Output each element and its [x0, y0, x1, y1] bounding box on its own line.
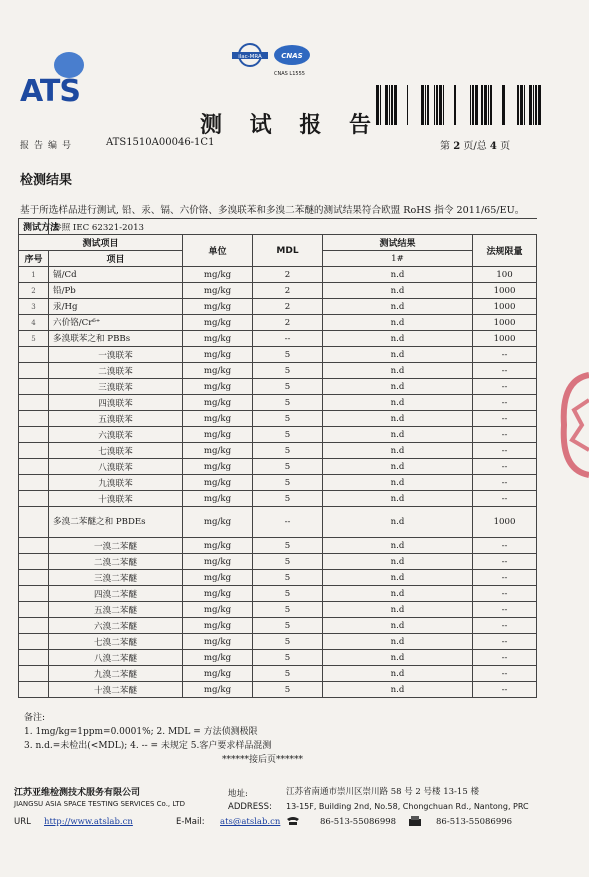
notes: [24, 711, 271, 753]
item-cell: 三溴二苯醚: [49, 570, 183, 586]
seq-cell: [19, 475, 49, 491]
result-cell: n.d: [323, 411, 473, 427]
unit-cell: mg/kg: [183, 443, 253, 459]
table-row: [19, 491, 537, 507]
mdl-cell: 5: [253, 538, 323, 554]
seq-cell: [19, 507, 49, 538]
method-value: 参照 IEC 62321-2013: [49, 219, 537, 235]
item-cell: 十溴二苯醚: [49, 682, 183, 698]
table-row: [19, 570, 537, 586]
table-row: [19, 586, 537, 602]
header-seq: 序号: [19, 251, 49, 267]
notes-line-1: 1. 1mg/kg=1ppm=0.0001%; 2. MDL = 方法侦测极限: [24, 727, 258, 737]
header-item: 项目: [49, 251, 183, 267]
table-row: [19, 554, 537, 570]
notes-label: 备注:: [24, 713, 46, 723]
result-cell: n.d: [323, 602, 473, 618]
limit-cell: --: [473, 427, 537, 443]
table-row: [19, 395, 537, 411]
result-cell: n.d: [323, 507, 473, 538]
limit-cell: --: [473, 491, 537, 507]
limit-cell: --: [473, 443, 537, 459]
limit-cell: --: [473, 411, 537, 427]
table-row: [19, 379, 537, 395]
mdl-cell: 5: [253, 650, 323, 666]
page-current: 2: [453, 141, 461, 152]
seq-cell: [19, 411, 49, 427]
address-cn: 江苏省南通市崇川区崇川路 58 号 2 号楼 13-15 楼: [286, 787, 479, 797]
item-cell: 六溴二苯醚: [49, 618, 183, 634]
seq-cell: [19, 634, 49, 650]
table-row: [19, 347, 537, 363]
result-cell: n.d: [323, 459, 473, 475]
notes-line-2: 3. n.d.=未检出(<MDL); 4. -- = 未规定 5.客户要求样品混测: [24, 741, 272, 751]
result-cell: n.d: [323, 666, 473, 682]
result-cell: n.d: [323, 283, 473, 299]
limit-cell: --: [473, 538, 537, 554]
seq-cell: [19, 491, 49, 507]
item-cell: 多溴二苯醚之和 PBDEs: [49, 507, 183, 538]
seq-cell: [19, 570, 49, 586]
website-link[interactable]: http://www.atslab.cn: [44, 817, 133, 827]
result-cell: n.d: [323, 299, 473, 315]
limit-cell: --: [473, 363, 537, 379]
barcode-icon: [376, 85, 548, 125]
result-cell: n.d: [323, 682, 473, 698]
unit-cell: mg/kg: [183, 650, 253, 666]
result-cell: n.d: [323, 363, 473, 379]
unit-cell: mg/kg: [183, 682, 253, 698]
limit-cell: --: [473, 395, 537, 411]
table-row: [19, 427, 537, 443]
table-row: [19, 682, 537, 698]
mdl-cell: 5: [253, 427, 323, 443]
table-row: [19, 267, 537, 283]
table-row: [19, 538, 537, 554]
seq-cell: 2: [19, 283, 49, 299]
page-title: 测 试 报 告: [200, 112, 381, 138]
item-cell: 一溴联苯: [49, 347, 183, 363]
limit-cell: --: [473, 666, 537, 682]
mdl-cell: 5: [253, 459, 323, 475]
result-cell: n.d: [323, 347, 473, 363]
limit-cell: 1000: [473, 299, 537, 315]
page-suffix: 页: [500, 141, 511, 152]
result-cell: n.d: [323, 570, 473, 586]
item-cell: 铅/Pb: [49, 283, 183, 299]
header-unit: 单位: [183, 235, 253, 267]
header-mdl: MDL: [253, 235, 323, 267]
mdl-cell: 5: [253, 475, 323, 491]
mdl-cell: 2: [253, 283, 323, 299]
unit-cell: mg/kg: [183, 538, 253, 554]
telephone: 86-513-55086998: [320, 817, 397, 827]
item-cell: 七溴二苯醚: [49, 634, 183, 650]
fax: 86-513-55086996: [436, 817, 513, 827]
mdl-cell: 5: [253, 602, 323, 618]
unit-cell: mg/kg: [183, 411, 253, 427]
seq-cell: 1: [19, 267, 49, 283]
mdl-cell: 5: [253, 347, 323, 363]
page-mid: 页/总: [463, 141, 487, 152]
cnas-number: CNAS L1555: [274, 71, 305, 77]
result-cell: n.d: [323, 491, 473, 507]
table-row: [19, 475, 537, 491]
table-row: [19, 666, 537, 682]
mdl-cell: 2: [253, 299, 323, 315]
table-row: [19, 315, 537, 331]
cert-right-text: CNAS: [281, 52, 303, 60]
unit-cell: mg/kg: [183, 459, 253, 475]
seq-cell: [19, 427, 49, 443]
mdl-cell: 2: [253, 315, 323, 331]
result-cell: n.d: [323, 538, 473, 554]
mdl-cell: 5: [253, 395, 323, 411]
item-cell: 汞/Hg: [49, 299, 183, 315]
table-row: [19, 507, 537, 538]
email-label: E-Mail:: [176, 817, 205, 827]
unit-cell: mg/kg: [183, 267, 253, 283]
logo-text: ATS: [20, 74, 80, 109]
method-label: 测试方法: [19, 219, 49, 235]
limit-cell: --: [473, 618, 537, 634]
item-cell: 九溴联苯: [49, 475, 183, 491]
unit-cell: mg/kg: [183, 666, 253, 682]
page-total: 4: [489, 141, 497, 152]
item-cell: 六价铬/Cr⁶⁺: [49, 315, 183, 331]
limit-cell: --: [473, 602, 537, 618]
mdl-cell: 5: [253, 379, 323, 395]
unit-cell: mg/kg: [183, 507, 253, 538]
limit-cell: --: [473, 459, 537, 475]
limit-cell: --: [473, 586, 537, 602]
section-title: 检测结果: [20, 173, 73, 188]
seq-cell: 5: [19, 331, 49, 347]
company-name-en: JIANGSU ASIA SPACE TESTING SERVICES Co., LTD: [14, 800, 185, 808]
unit-cell: mg/kg: [183, 475, 253, 491]
limit-cell: 100: [473, 267, 537, 283]
cnas-icon: [272, 43, 312, 69]
result-cell: n.d: [323, 475, 473, 491]
unit-cell: mg/kg: [183, 315, 253, 331]
ats-logo: [20, 52, 116, 112]
header-limit: 法规限量: [473, 235, 537, 267]
seq-cell: [19, 395, 49, 411]
mdl-cell: 5: [253, 570, 323, 586]
mdl-cell: 5: [253, 491, 323, 507]
limit-cell: 1000: [473, 283, 537, 299]
result-cell: n.d: [323, 443, 473, 459]
item-cell: 六溴联苯: [49, 427, 183, 443]
limit-cell: 1000: [473, 315, 537, 331]
seq-cell: [19, 363, 49, 379]
mdl-cell: 2: [253, 267, 323, 283]
seq-cell: [19, 602, 49, 618]
item-cell: 三溴联苯: [49, 379, 183, 395]
result-cell: n.d: [323, 331, 473, 347]
mdl-cell: 5: [253, 411, 323, 427]
header-row-1: [19, 235, 537, 251]
seq-cell: [19, 538, 49, 554]
company-name-cn: 江苏亚维检测技术服务有限公司: [14, 788, 141, 798]
result-cell: n.d: [323, 427, 473, 443]
mdl-cell: 5: [253, 682, 323, 698]
phone-icon: [286, 816, 300, 826]
limit-cell: --: [473, 634, 537, 650]
unit-cell: mg/kg: [183, 379, 253, 395]
seq-cell: [19, 618, 49, 634]
item-cell: 八溴联苯: [49, 459, 183, 475]
unit-cell: mg/kg: [183, 283, 253, 299]
mdl-cell: 5: [253, 634, 323, 650]
header-sample: 1#: [323, 251, 473, 267]
seq-cell: [19, 650, 49, 666]
item-cell: 五溴二苯醚: [49, 602, 183, 618]
seq-cell: [19, 379, 49, 395]
cert-left-text: ilac-MRA: [238, 54, 262, 60]
item-cell: 二溴联苯: [49, 363, 183, 379]
table-row: [19, 299, 537, 315]
unit-cell: mg/kg: [183, 570, 253, 586]
seq-cell: [19, 347, 49, 363]
item-cell: 四溴二苯醚: [49, 586, 183, 602]
ilac-mra-icon: [230, 43, 270, 69]
results-table: [18, 218, 537, 698]
mdl-cell: 5: [253, 443, 323, 459]
red-stamp-icon: [556, 370, 589, 480]
limit-cell: 1000: [473, 331, 537, 347]
page-info: [440, 137, 510, 152]
unit-cell: mg/kg: [183, 491, 253, 507]
address-label-en: ADDRESS:: [228, 802, 272, 812]
unit-cell: mg/kg: [183, 331, 253, 347]
mdl-cell: 5: [253, 666, 323, 682]
unit-cell: mg/kg: [183, 299, 253, 315]
result-cell: n.d: [323, 634, 473, 650]
seq-cell: [19, 666, 49, 682]
limit-cell: --: [473, 347, 537, 363]
item-cell: 八溴二苯醚: [49, 650, 183, 666]
fax-icon: [408, 816, 422, 826]
limit-cell: --: [473, 570, 537, 586]
result-cell: n.d: [323, 586, 473, 602]
mdl-cell: 5: [253, 554, 323, 570]
item-cell: 一溴二苯醚: [49, 538, 183, 554]
mdl-cell: 5: [253, 363, 323, 379]
seq-cell: [19, 443, 49, 459]
seq-cell: 4: [19, 315, 49, 331]
unit-cell: mg/kg: [183, 363, 253, 379]
unit-cell: mg/kg: [183, 427, 253, 443]
item-cell: 五溴联苯: [49, 411, 183, 427]
mdl-cell: 5: [253, 618, 323, 634]
table-row: [19, 331, 537, 347]
table-row: [19, 443, 537, 459]
item-cell: 镉/Cd: [49, 267, 183, 283]
unit-cell: mg/kg: [183, 602, 253, 618]
certification-marks: [230, 43, 314, 85]
report-number-label: 报告编号: [20, 141, 77, 151]
item-cell: 七溴联苯: [49, 443, 183, 459]
unit-cell: mg/kg: [183, 347, 253, 363]
limit-cell: --: [473, 475, 537, 491]
result-cell: n.d: [323, 650, 473, 666]
unit-cell: mg/kg: [183, 395, 253, 411]
email-link[interactable]: ats@atslab.cn: [220, 817, 281, 827]
limit-cell: 1000: [473, 507, 537, 538]
table-row: [19, 602, 537, 618]
result-cell: n.d: [323, 395, 473, 411]
mdl-cell: --: [253, 507, 323, 538]
page-prefix: 第: [440, 141, 450, 152]
item-cell: 九溴二苯醚: [49, 666, 183, 682]
result-cell: n.d: [323, 379, 473, 395]
mdl-cell: 5: [253, 586, 323, 602]
limit-cell: --: [473, 379, 537, 395]
seq-cell: [19, 459, 49, 475]
table-row: [19, 650, 537, 666]
unit-cell: mg/kg: [183, 586, 253, 602]
unit-cell: mg/kg: [183, 618, 253, 634]
table-row: [19, 363, 537, 379]
result-cell: n.d: [323, 267, 473, 283]
item-cell: 二溴二苯醚: [49, 554, 183, 570]
header-result: 测试结果: [323, 235, 473, 251]
continued-text: ******接后页******: [222, 755, 304, 765]
unit-cell: mg/kg: [183, 634, 253, 650]
limit-cell: --: [473, 682, 537, 698]
table-row: [19, 634, 537, 650]
unit-cell: mg/kg: [183, 554, 253, 570]
intro-text: 基于所选样品进行测试, 铅、汞、镉、六价铬、多溴联苯和多溴二苯醚的测试结果符合欧盟 RoHS 指令 2011/65/EU。: [20, 205, 525, 216]
seq-cell: [19, 586, 49, 602]
table-row: [19, 283, 537, 299]
result-cell: n.d: [323, 554, 473, 570]
header-test-item: 测试项目: [19, 235, 183, 251]
result-cell: n.d: [323, 315, 473, 331]
limit-cell: --: [473, 554, 537, 570]
item-cell: 四溴联苯: [49, 395, 183, 411]
report-number: ATS1510A00046-1C1: [106, 137, 215, 148]
seq-cell: [19, 682, 49, 698]
address-en: 13-15F, Building 2nd, No.58, Chongchuan Rd., Nantong, PRC: [286, 802, 529, 811]
table-row: [19, 411, 537, 427]
seq-cell: 3: [19, 299, 49, 315]
url-label: URL: [14, 817, 31, 827]
method-row: [19, 219, 537, 235]
address-label-cn: 地址:: [228, 789, 248, 799]
mdl-cell: --: [253, 331, 323, 347]
seq-cell: [19, 554, 49, 570]
limit-cell: --: [473, 650, 537, 666]
result-cell: n.d: [323, 618, 473, 634]
item-cell: 多溴联苯之和 PBBs: [49, 331, 183, 347]
table-row: [19, 618, 537, 634]
table-row: [19, 459, 537, 475]
item-cell: 十溴联苯: [49, 491, 183, 507]
